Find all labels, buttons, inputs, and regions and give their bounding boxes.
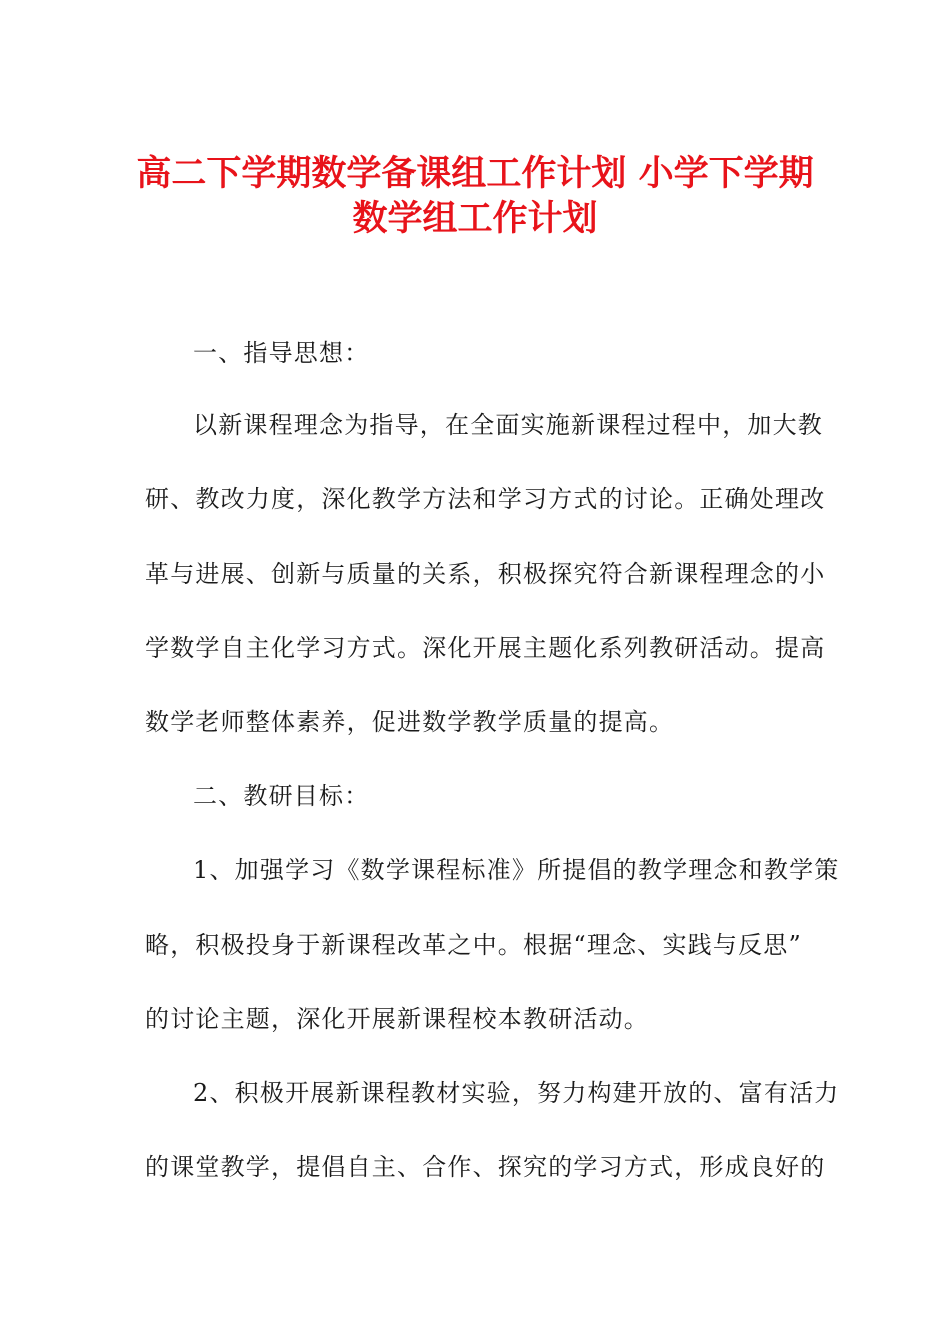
paragraph-line: 略，积极投身于新课程改革之中。根据“理念、实践与反思” — [145, 931, 802, 959]
paragraph-line: 数学老师整体素养，促进数学教学质量的提高。 — [145, 708, 675, 736]
document-title-line-2: 数学组工作计划 — [352, 199, 598, 239]
paragraph-line: 1、加强学习《数学课程标准》所提倡的教学理念和教学策 — [193, 856, 840, 884]
paragraph-line: 的课堂教学，提倡自主、合作、探究的学习方式，形成良好的 — [145, 1153, 826, 1181]
paragraph-line: 研、教改力度，深化教学方法和学习方式的讨论。正确处理改 — [145, 485, 826, 513]
paragraph-line: 2、积极开展新课程教材实验，努力构建开放的、富有活力 — [193, 1079, 840, 1107]
paragraph-line: 以新课程理念为指导，在全面实施新课程过程中，加大教 — [193, 411, 823, 439]
paragraph-line: 的讨论主题，深化开展新课程校本教研活动。 — [145, 1005, 649, 1033]
paragraph-line: 革与进展、创新与质量的关系，积极探究符合新课程理念的小 — [145, 560, 826, 588]
paragraph-line: 学数学自主化学习方式。深化开展主题化系列教研活动。提高 — [145, 634, 826, 662]
section-heading-research-goals: 二、教研目标： — [193, 782, 370, 810]
section-heading-guiding-ideology: 一、指导思想： — [193, 339, 370, 367]
document-title-line-1: 高二下学期数学备课组工作计划 小学下学期 — [136, 154, 814, 194]
